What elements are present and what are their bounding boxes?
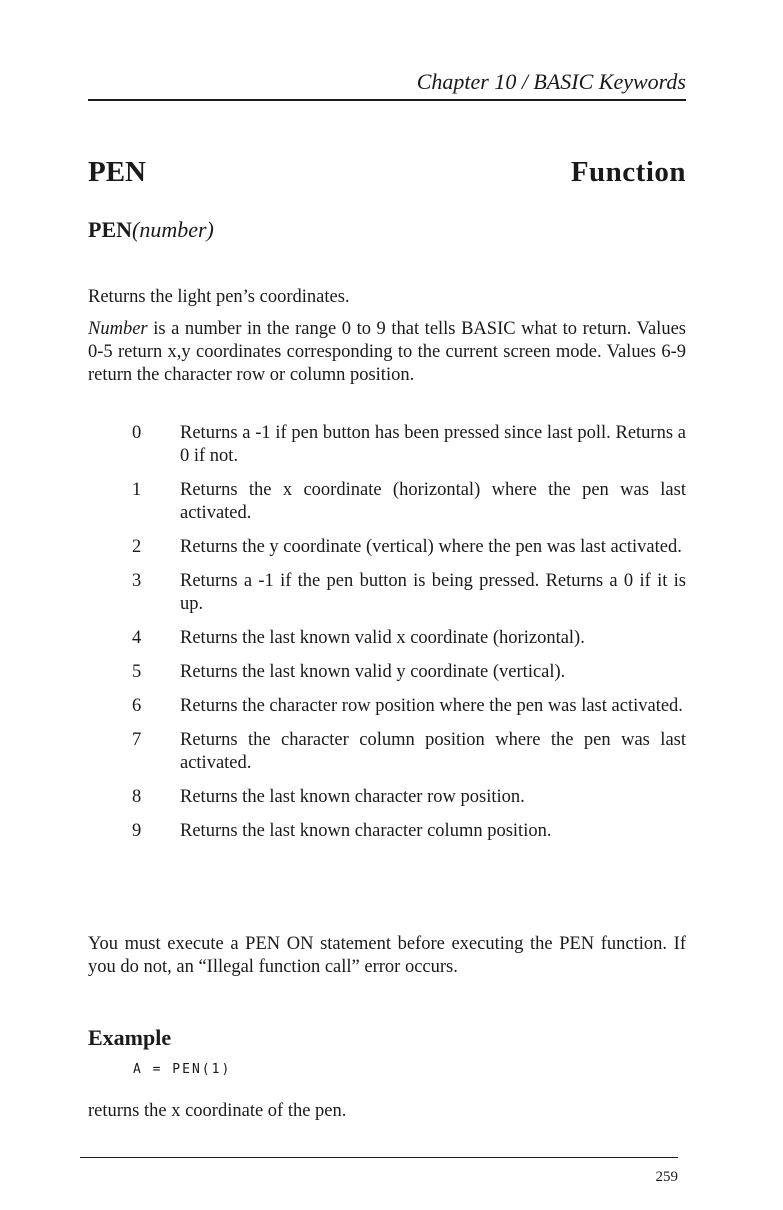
list-item-text: Returns the last known valid x coordinate (horizontal).	[180, 628, 585, 648]
syntax-line	[88, 215, 214, 245]
example-heading: Example	[88, 1025, 172, 1050]
list-item-text: Returns a -1 if pen button has been pressed since last poll. Returns a 0 if not.	[180, 423, 686, 466]
list-item-text: Returns the character column position where the pen was last activated.	[180, 730, 686, 773]
list-item-number: 5	[132, 662, 142, 682]
list-item-number: 9	[132, 821, 142, 841]
example-result: returns the x coordinate of the pen.	[88, 1101, 347, 1121]
list-item-number: 3	[132, 571, 142, 591]
list-item-number: 0	[132, 423, 142, 443]
list-item-number: 1	[132, 480, 142, 500]
description-italic-term: Number	[88, 319, 148, 339]
list-item-number: 2	[132, 537, 142, 557]
keyword-title: PEN	[88, 156, 146, 188]
description-text: is a number in the range 0 to 9 that tells BASIC what to return. Values 0-5 return x,y coordinates corresponding to the current screen mode. Values 6-9 return the character row or column position.	[88, 319, 686, 385]
syntax-arguments: (number)	[132, 217, 214, 242]
list-item-text: Returns the character row position where the pen was last activated.	[180, 696, 683, 716]
list-item-text: Returns the y coordinate (vertical) where the pen was last activated.	[180, 537, 682, 557]
description-paragraph	[88, 318, 686, 387]
list-item-text: Returns the last known valid y coordinate (vertical).	[180, 662, 566, 682]
list-item	[88, 479, 686, 525]
list-item	[88, 729, 686, 775]
list-item	[88, 820, 686, 843]
list-item	[88, 661, 686, 684]
list-item-number: 6	[132, 696, 142, 716]
keyword-type: Function	[570, 156, 686, 188]
list-item-text: Returns a -1 if the pen button is being pressed. Returns a 0 if it is up.	[180, 571, 686, 614]
list-item-text: Returns the x coordinate (horizontal) where the pen was last activated.	[180, 480, 686, 523]
footer-rule	[80, 1157, 678, 1158]
list-item-text: Returns the last known character column position.	[180, 821, 552, 841]
syntax-keyword: PEN	[88, 217, 132, 242]
header-rule	[88, 99, 686, 101]
list-item-text: Returns the last known character row position.	[180, 787, 525, 807]
list-item-number: 7	[132, 730, 142, 750]
note-paragraph: You must execute a PEN ON statement before executing the PEN function. If you do not, an “Illegal function call” error occurs.	[88, 934, 686, 977]
list-item	[88, 422, 686, 468]
value-list	[88, 422, 686, 854]
list-item	[88, 786, 686, 809]
example-code: A = PEN(1)	[133, 1062, 232, 1077]
list-item-number: 4	[132, 628, 142, 648]
list-item	[88, 627, 686, 650]
list-item	[88, 570, 686, 616]
list-item	[88, 536, 686, 559]
list-item	[88, 695, 686, 718]
summary-paragraph: Returns the light pen’s coordinates.	[88, 287, 350, 307]
list-item-number: 8	[132, 787, 142, 807]
page-number: 259	[655, 1169, 678, 1185]
running-header: Chapter 10 / BASIC Keywords	[416, 69, 686, 94]
